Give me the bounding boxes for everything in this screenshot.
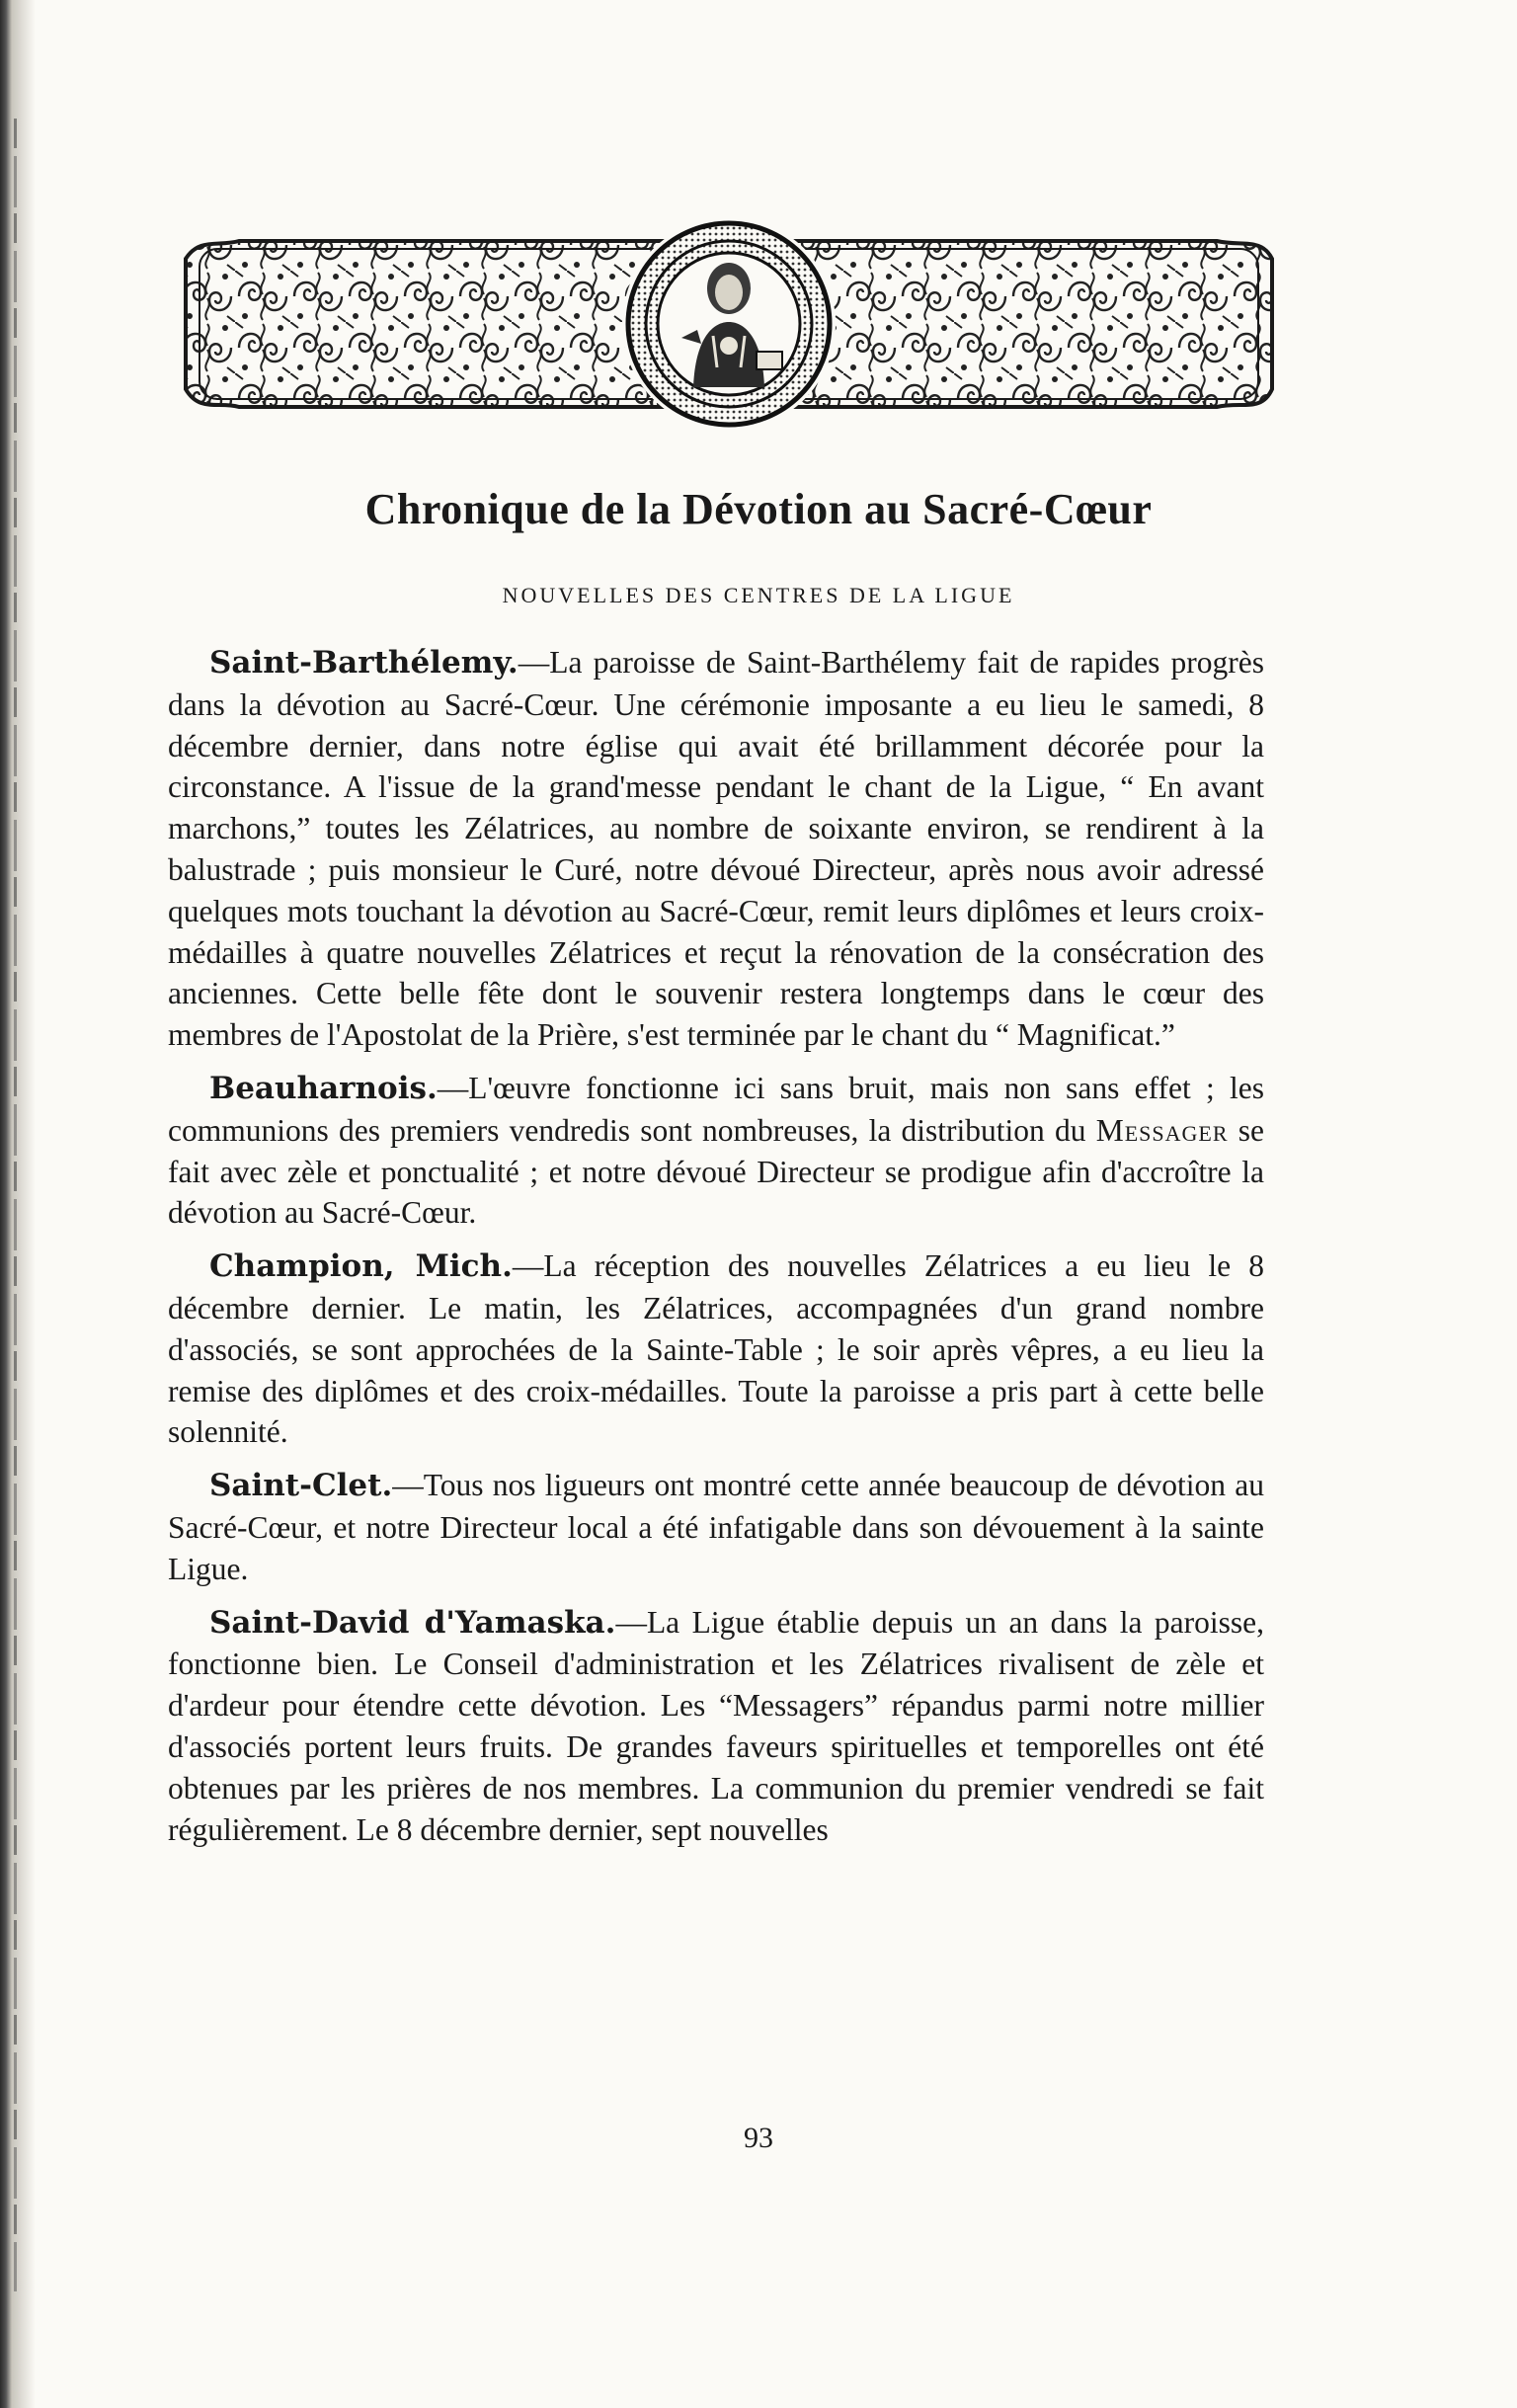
page-number: 93 (744, 2122, 773, 2154)
paragraph-lead: Champion, Mich. (209, 1248, 513, 1285)
paragraph-text: se fait avec zèle et ponctualité ; et notre dévoué Directeur se prodigue afin d'accroître la dévotion au Sacré-Cœur. (168, 1112, 1264, 1231)
paragraph-lead: Saint-Barthélemy. (209, 645, 519, 681)
page-binding-edge (0, 0, 36, 2408)
sacred-heart-medallion-icon (658, 253, 800, 395)
paragraph-text: —La paroisse de Saint-Barthélemy fait de rapides progrès dans la dévotion au Sacré-Cœur. Une cérémonie imposante a eu lieu le samedi, 8 décembre dernier, dans notre église qui avait été brillamment décorée pour la circonstance. A l'issue de la grand'messe pendant le chant de la Ligue, “ En avant marchons,” toutes les Zélatrices, au nombre de soixante environ, se rendirent à la balustrade ; puis monsieur le Curé, notre dévoué Directeur, après nous avoir adressé quelques mots touchant la dévotion au Sacré-Cœur, remit leurs diplômes et leurs croix-médailles à quatre nouvelles Zélatrices et reçut la rénovation de la consécration des anciennes. Cette belle fête dont le souvenir restera longtemps dans le cœur des membres de l'Apostolat de la Prière, s'est terminée par le chant du “ Magnificat.” (168, 645, 1264, 1053)
paragraph-champion-mich (168, 1245, 1264, 1453)
paragraph-lead: Saint-David d'Yamaska. (209, 1604, 616, 1641)
messager-smallcaps: Messager (1095, 1112, 1229, 1148)
paragraph-saint-barthelemy (168, 642, 1264, 1056)
paragraph-saint-clet (168, 1465, 1264, 1589)
ornamental-header-band (180, 219, 1278, 429)
paragraph-text: —L'œuvre fonctionne ici sans bruit, mais non sans effet ; les communions des premiers vendredis sont nombreuses, la distribution du (168, 1070, 1264, 1148)
section-subtitle: NOUVELLES DES CENTRES DE LA LIGUE (502, 583, 1015, 607)
paragraph-beauharnois (168, 1068, 1264, 1234)
paragraph-saint-david-yamaska (168, 1602, 1264, 1851)
paragraph-lead: Saint-Clet. (209, 1468, 393, 1504)
page-title: Chronique de la Dévotion au Sacré-Cœur (364, 485, 1153, 533)
paragraph-text: —La réception des nouvelles Zélatrices a eu lieu le 8 décembre dernier. Le matin, les Zélatrices, accompagnées d'un grand nombre d'associés, se sont approchées de la Sainte-Table ; le soir après vêpres, a eu lieu la remise des diplômes et des croix-médailles. Toute la paroisse a pris part à cette belle solennité. (168, 1248, 1264, 1450)
paragraph-text: —La Ligue établie depuis un an dans la paroisse, fonctionne bien. Le Conseil d'administration et les Zélatrices rivalisent de zèle et d'ardeur pour étendre cette dévotion. Les “Messagers” répandus parmi notre millier d'associés portent leurs fruits. De grandes faveurs spirituelles et temporelles ont été obtenues par les prières de nos membres. La communion du premier vendredi se fait régulièrement. Le 8 décembre dernier, sept nouvelles (168, 1604, 1265, 1847)
paragraph-lead: Beauharnois. (209, 1070, 438, 1106)
paragraph-text: —Tous nos ligueurs ont montré cette année beaucoup de dévotion au Sacré-Cœur, et notre Directeur local a été infatigable dans son dévouement à la sainte Ligue. (168, 1468, 1264, 1586)
article-body (168, 642, 1264, 1862)
